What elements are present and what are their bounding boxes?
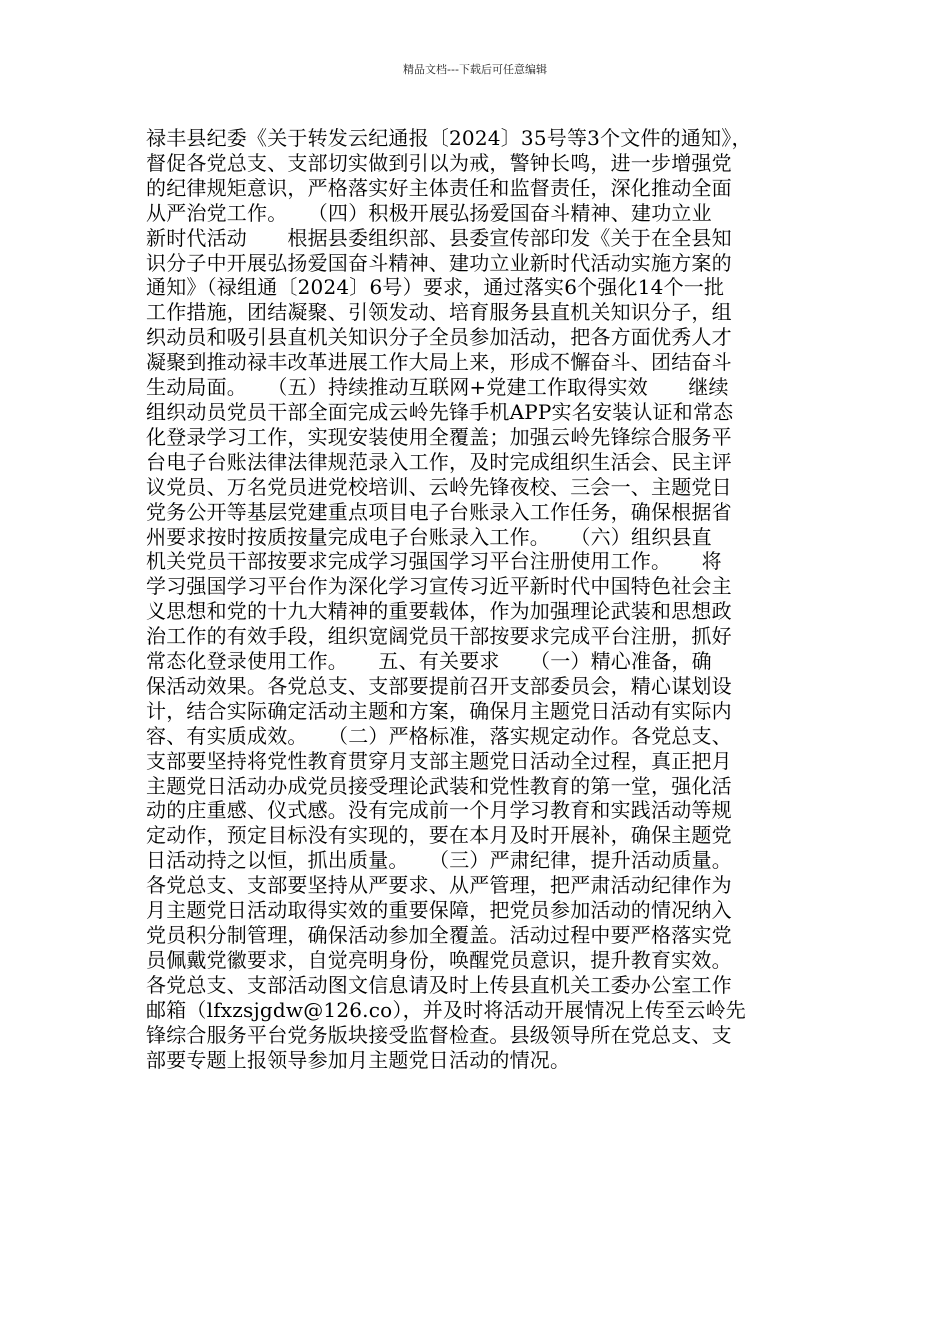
- body-text-line: 计，结合实际确定活动主题和方案，确保月主题党日活动有实际内: [146, 698, 732, 723]
- body-text-line: 容、有实质成效。 （二）严格标准，落实规定动作。各党总支、: [146, 723, 732, 748]
- body-text-line: 州要求按时按质按量完成电子台账录入工作。 （六）组织县直: [146, 524, 712, 549]
- document-body: [146, 126, 828, 1072]
- body-text-line: 织动员和吸引县直机关知识分子全员参加活动，把各方面优秀人才: [146, 325, 732, 350]
- body-text-line: 机关党员干部按要求完成学习强国学习平台注册使用工作。 将: [146, 549, 722, 574]
- body-text-line: 督促各党总支、支部切实做到引以为戒，警钟长鸣，进一步增强党: [146, 150, 732, 175]
- body-text-line: 台电子台账法律法律规范录入工作，及时完成组织生活会、民主评: [146, 449, 732, 474]
- body-text-line: 支部要坚持将党性教育贯穿月支部主题党日活动全过程，真正把月: [146, 748, 732, 773]
- body-text-line: 月主题党日活动取得实效的重要保障，把党员参加活动的情况纳入: [146, 898, 732, 923]
- body-text-line: 保活动效果。各党总支、支部要提前召开支部委员会，精心谋划设: [146, 673, 732, 698]
- body-text-line: 锋综合服务平台党务版块接受监督检查。县级领导所在党总支、支: [146, 1022, 732, 1047]
- body-text-line: 新时代活动 根据县委组织部、县委宣传部印发《关于在全县知: [146, 225, 732, 250]
- body-text-line: 的纪律规矩意识，严格落实好主体责任和监督责任，深化推动全面: [146, 175, 732, 200]
- body-text-line: 各党总支、支部要坚持从严要求、从严管理，把严肃活动纪律作为: [146, 873, 732, 898]
- body-text-line: 学习强国学习平台作为深化学习宣传习近平新时代中国特色社会主: [146, 574, 732, 599]
- body-text-line: 凝聚到推动禄丰改革进展工作大局上来，形成不懈奋斗、团结奋斗: [146, 350, 732, 375]
- body-text-line: 邮箱（lfxzsjgdw@126.co），并及时将活动开展情况上传至云岭先: [146, 997, 746, 1022]
- body-text-line: 日活动持之以恒，抓出质量。 （三）严肃纪律，提升活动质量。: [146, 848, 732, 873]
- body-text-line: 识分子中开展弘扬爱国奋斗精神、建功立业新时代活动实施方案的: [146, 250, 732, 275]
- body-text-line: 通知》（禄组通〔2024〕6号）要求，通过落实6个强化14个一批: [146, 275, 725, 300]
- body-text-line: 组织动员党员干部全面完成云岭先锋手机APP实名安装认证和常态: [146, 399, 734, 424]
- body-text-line: 部要专题上报领导参加月主题党日活动的情况。: [146, 1047, 571, 1072]
- body-text-line: 员佩戴党徽要求，自觉亮明身份，唤醒党员意识，提升教育实效。: [146, 947, 732, 972]
- body-text-line: 治工作的有效手段，组织宽阔党员干部按要求完成平台注册，抓好: [146, 624, 732, 649]
- body-text-line: 动的庄重感、仪式感。没有完成前一个月学习教育和实践活动等规: [146, 798, 732, 823]
- body-text-line: 党务公开等基层党建重点项目电子台账录入工作任务，确保根据省: [146, 499, 732, 524]
- body-text-line: 从严治党工作。 （四）积极开展弘扬爱国奋斗精神、建功立业: [146, 200, 712, 225]
- body-text-line: 定动作，预定目标没有实现的，要在本月及时开展补，确保主题党: [146, 823, 732, 848]
- body-text-line: 常态化登录使用工作。 五、有关要求 （一）精心准备，确: [146, 649, 712, 674]
- body-text-line: 主题党日活动办成党员接受理论武装和党性教育的第一堂，强化活: [146, 773, 732, 798]
- body-text-line: 义思想和党的十九大精神的重要载体，作为加强理论武装和思想政: [146, 599, 732, 624]
- page-header: 精品文档---下载后可任意编辑: [403, 63, 547, 76]
- body-text-line: 化登录学习工作，实现安装使用全覆盖；加强云岭先锋综合服务平: [146, 424, 732, 449]
- body-text-line: 议党员、万名党员进党校培训、云岭先锋夜校、三会一、主题党日: [146, 474, 732, 499]
- body-text-line: 党员积分制管理，确保活动参加全覆盖。活动过程中要严格落实党: [146, 923, 732, 947]
- body-text-line: 禄丰县纪委《关于转发云纪通报〔2024〕35号等3个文件的通知》，: [146, 126, 752, 150]
- body-text-line: 生动局面。 （五）持续推动互联网+党建工作取得实效 继续: [146, 375, 729, 400]
- body-text-line: 工作措施，团结凝聚、引领发动、培育服务县直机关知识分子，组: [146, 300, 732, 325]
- body-text-line: 各党总支、支部活动图文信息请及时上传县直机关工委办公室工作: [146, 972, 732, 997]
